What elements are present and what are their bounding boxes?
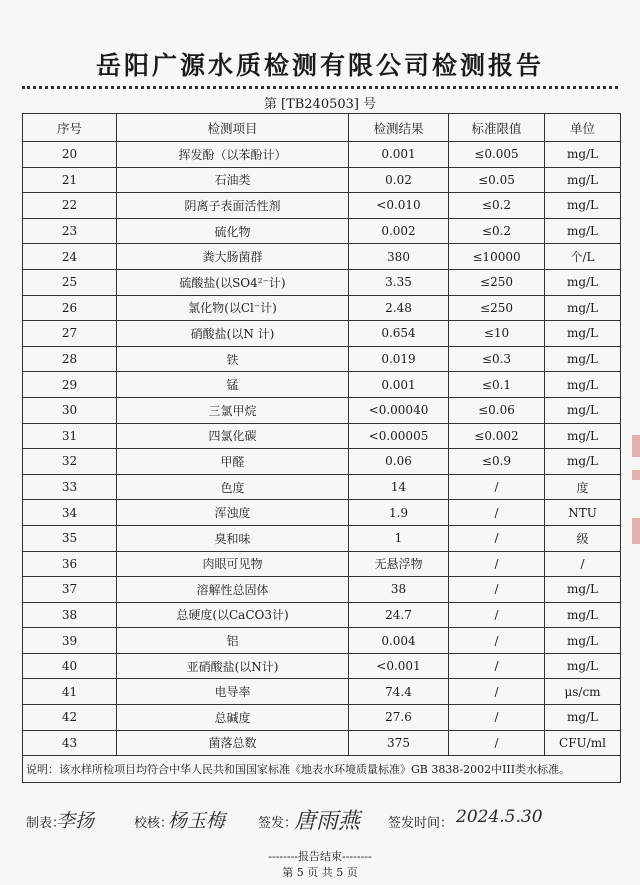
- report-title: 岳阳广源水质检测有限公司检测报告: [95, 51, 544, 80]
- row-result: 1.9: [349, 500, 449, 526]
- row-limit: ≤0.9: [449, 449, 545, 475]
- row-limit: /: [449, 730, 545, 756]
- row-limit: ≤10: [449, 321, 545, 347]
- row-no: 38: [23, 602, 117, 628]
- report-number: 第 [TB240503] 号: [263, 97, 377, 112]
- row-result: <0.00040: [349, 397, 449, 423]
- row-limit: /: [449, 525, 545, 551]
- checked-signature: 杨玉梅: [168, 810, 226, 832]
- row-no: 39: [23, 628, 117, 654]
- row-limit: /: [449, 551, 545, 577]
- header-item: 检测项目: [117, 114, 349, 142]
- row-item: 电导率: [117, 679, 349, 705]
- row-result: 0.019: [349, 346, 449, 372]
- table-row: [23, 628, 621, 654]
- row-limit: /: [449, 500, 545, 526]
- row-unit: NTU: [545, 500, 621, 526]
- row-unit: mg/L: [545, 295, 621, 321]
- row-item: 硫酸盐(以SO4²⁻计): [117, 269, 349, 295]
- row-limit: ≤250: [449, 269, 545, 295]
- table-row: [23, 525, 621, 551]
- row-item: 总碱度: [117, 705, 349, 731]
- row-item: 溶解性总固体: [117, 577, 349, 603]
- header-unit: 单位: [545, 114, 621, 142]
- table-row: [23, 500, 621, 526]
- row-unit: /: [545, 551, 621, 577]
- table-row: [23, 474, 621, 500]
- row-no: 23: [23, 218, 117, 244]
- row-item: 甲醛: [117, 449, 349, 475]
- row-item: 石油类: [117, 167, 349, 193]
- row-unit: mg/L: [545, 193, 621, 219]
- issued-label: 签发：: [258, 816, 298, 831]
- row-unit: mg/L: [545, 449, 621, 475]
- row-unit: 级: [545, 525, 621, 551]
- table-row: [23, 551, 621, 577]
- row-result: 3.35: [349, 269, 449, 295]
- row-unit: mg/L: [545, 218, 621, 244]
- row-no: 30: [23, 397, 117, 423]
- row-limit: ≤0.06: [449, 397, 545, 423]
- row-result: 0.004: [349, 628, 449, 654]
- row-no: 21: [23, 167, 117, 193]
- row-result: 0.02: [349, 167, 449, 193]
- checked-label: 校核：: [134, 816, 174, 831]
- row-limit: /: [449, 602, 545, 628]
- row-unit: mg/L: [545, 372, 621, 398]
- header-no: 序号: [23, 114, 117, 142]
- stamp-edge: [632, 518, 640, 544]
- row-limit: ≤0.005: [449, 142, 545, 168]
- row-limit: /: [449, 705, 545, 731]
- row-result: 14: [349, 474, 449, 500]
- note-row: [23, 756, 621, 783]
- row-item: 臭和味: [117, 525, 349, 551]
- row-no: 35: [23, 525, 117, 551]
- row-result: 0.06: [349, 449, 449, 475]
- row-limit: ≤0.3: [449, 346, 545, 372]
- row-limit: ≤250: [449, 295, 545, 321]
- row-no: 22: [23, 193, 117, 219]
- row-unit: 个/L: [545, 244, 621, 270]
- row-item: 菌落总数: [117, 730, 349, 756]
- row-limit: /: [449, 679, 545, 705]
- row-unit: mg/L: [545, 577, 621, 603]
- results-table: [22, 113, 621, 783]
- table-row: [23, 653, 621, 679]
- row-result: 24.7: [349, 602, 449, 628]
- row-unit: 度: [545, 474, 621, 500]
- table-row: [23, 602, 621, 628]
- stamp-edge: [632, 470, 640, 480]
- row-item: 浑浊度: [117, 500, 349, 526]
- row-result: 38: [349, 577, 449, 603]
- report-end: --------报告结束--------: [268, 850, 372, 863]
- table-row: [23, 372, 621, 398]
- row-no: 40: [23, 653, 117, 679]
- row-item: 肉眼可见物: [117, 551, 349, 577]
- row-item: 三氯甲烷: [117, 397, 349, 423]
- table-row: [23, 577, 621, 603]
- row-unit: mg/L: [545, 346, 621, 372]
- row-no: 27: [23, 321, 117, 347]
- row-result: 0.001: [349, 372, 449, 398]
- row-limit: /: [449, 653, 545, 679]
- table-note: 说明：该水样所检项目均符合中华人民共和国国家标准《地表水环境质量标准》GB 3838-2002中III类水标准。: [23, 756, 621, 783]
- row-limit: /: [449, 474, 545, 500]
- row-unit: μs/cm: [545, 679, 621, 705]
- row-result: <0.010: [349, 193, 449, 219]
- stamp-edge: [632, 435, 640, 457]
- row-no: 42: [23, 705, 117, 731]
- row-no: 31: [23, 423, 117, 449]
- row-no: 37: [23, 577, 117, 603]
- row-item: 阴离子表面活性剂: [117, 193, 349, 219]
- row-unit: mg/L: [545, 167, 621, 193]
- row-no: 26: [23, 295, 117, 321]
- row-result: 2.48: [349, 295, 449, 321]
- row-unit: mg/L: [545, 628, 621, 654]
- table-row: [23, 346, 621, 372]
- row-item: 硝酸盐(以N 计): [117, 321, 349, 347]
- table-row: [23, 244, 621, 270]
- row-limit: ≤0.2: [449, 193, 545, 219]
- row-no: 33: [23, 474, 117, 500]
- table-row: [23, 142, 621, 168]
- row-result: <0.00005: [349, 423, 449, 449]
- row-unit: CFU/ml: [545, 730, 621, 756]
- row-no: 43: [23, 730, 117, 756]
- row-item: 氯化物(以Cl⁻计): [117, 295, 349, 321]
- row-item: 色度: [117, 474, 349, 500]
- row-item: 锰: [117, 372, 349, 398]
- header-result: 检测结果: [349, 114, 449, 142]
- row-unit: mg/L: [545, 653, 621, 679]
- row-no: 36: [23, 551, 117, 577]
- row-no: 20: [23, 142, 117, 168]
- row-item: 四氯化碳: [117, 423, 349, 449]
- row-result: 1: [349, 525, 449, 551]
- row-unit: mg/L: [545, 321, 621, 347]
- table-row: [23, 193, 621, 219]
- issued-signature: 唐雨燕: [294, 809, 361, 834]
- table-row: [23, 449, 621, 475]
- row-result: 380: [349, 244, 449, 270]
- row-result: 74.4: [349, 679, 449, 705]
- row-limit: ≤0.2: [449, 218, 545, 244]
- row-no: 41: [23, 679, 117, 705]
- row-result: 0.001: [349, 142, 449, 168]
- row-limit: /: [449, 577, 545, 603]
- row-no: 25: [23, 269, 117, 295]
- row-no: 24: [23, 244, 117, 270]
- row-item: 挥发酚（以苯酚计）: [117, 142, 349, 168]
- row-no: 34: [23, 500, 117, 526]
- row-result: <0.001: [349, 653, 449, 679]
- row-item: 硫化物: [117, 218, 349, 244]
- row-limit: ≤0.1: [449, 372, 545, 398]
- prepared-signature: 李扬: [56, 810, 95, 832]
- row-unit: mg/L: [545, 602, 621, 628]
- row-result: 0.002: [349, 218, 449, 244]
- row-no: 32: [23, 449, 117, 475]
- table-row: [23, 397, 621, 423]
- row-unit: mg/L: [545, 142, 621, 168]
- row-unit: mg/L: [545, 423, 621, 449]
- row-item: 铁: [117, 346, 349, 372]
- row-no: 28: [23, 346, 117, 372]
- header-limit: 标准限值: [449, 114, 545, 142]
- row-result: 27.6: [349, 705, 449, 731]
- row-result: 375: [349, 730, 449, 756]
- row-unit: mg/L: [545, 269, 621, 295]
- table-row: [23, 321, 621, 347]
- issue-date: 2024.5.30: [456, 807, 543, 827]
- table-header-row: [23, 114, 621, 142]
- table-row: [23, 167, 621, 193]
- prepared-label: 制表：: [26, 816, 66, 831]
- table-row: [23, 423, 621, 449]
- table-row: [23, 269, 621, 295]
- page-number: 第 5 页 共 5 页: [282, 866, 358, 879]
- row-limit: ≤0.002: [449, 423, 545, 449]
- row-unit: mg/L: [545, 397, 621, 423]
- row-no: 29: [23, 372, 117, 398]
- row-item: 总硬度(以CaCO3计): [117, 602, 349, 628]
- table-row: [23, 218, 621, 244]
- row-result: 无悬浮物: [349, 551, 449, 577]
- row-limit: /: [449, 628, 545, 654]
- table-row: [23, 295, 621, 321]
- row-unit: mg/L: [545, 705, 621, 731]
- row-item: 亚硝酸盐(以N计): [117, 653, 349, 679]
- row-item: 铝: [117, 628, 349, 654]
- issue-date-label: 签发时间：: [388, 816, 454, 831]
- row-limit: ≤10000: [449, 244, 545, 270]
- table-row: [23, 679, 621, 705]
- table-row: [23, 705, 621, 731]
- row-result: 0.654: [349, 321, 449, 347]
- table-row: [23, 730, 621, 756]
- row-item: 粪大肠菌群: [117, 244, 349, 270]
- row-limit: ≤0.05: [449, 167, 545, 193]
- title-divider: [22, 86, 618, 89]
